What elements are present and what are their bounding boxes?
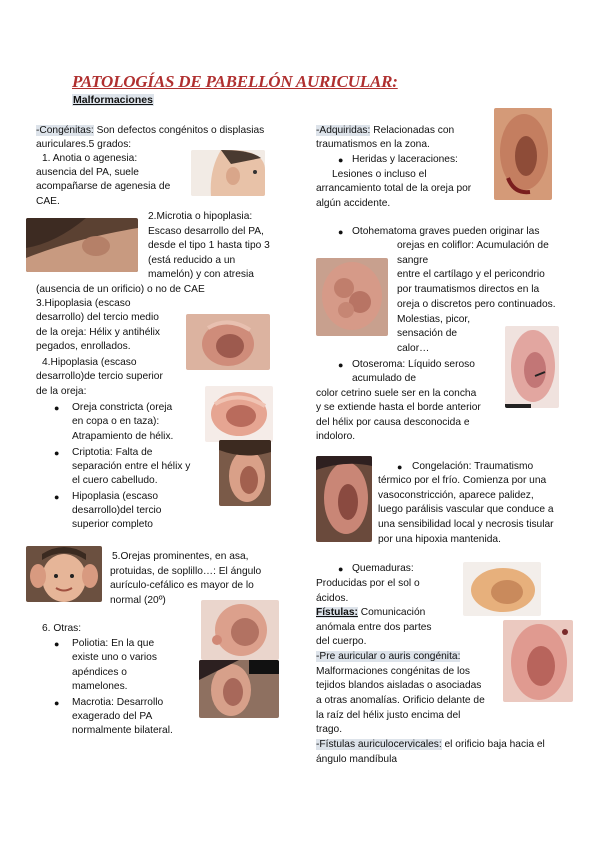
anotia-line: 1. Anotia o agenesia: [42, 153, 138, 164]
microtia-line: (está reducido a un [148, 255, 236, 266]
heridas-line: arrancamiento total de la oreja por [316, 183, 472, 194]
congenitas-line-2: auriculares.5 grados: [36, 139, 132, 150]
otohematoma-line: sangre [397, 255, 429, 266]
bullet-icon: ● [54, 698, 60, 708]
fistulas-line-1: Fístulas: Comunicación [316, 607, 426, 618]
hipoplasia-4-line: 4.Hipoplasia (escaso [42, 357, 137, 368]
child-profile-photo [191, 150, 265, 196]
polyotia-photo [201, 600, 279, 660]
macrotia-line: Macrotia: Desarrollo [72, 697, 164, 708]
otoseroma-line: indoloro. [316, 431, 356, 442]
macrotia-line: exagerado del PA [72, 711, 153, 722]
quemaduras-line: Producidas por el sol o [316, 578, 420, 589]
otohematoma-line: sensación de [397, 328, 458, 339]
burn-ear-photo [463, 562, 541, 616]
adquiridas-line-1: -Adquiridas: Relacionadas con [316, 125, 455, 136]
preauricular-line: Malformaciones congénitas de los [316, 666, 471, 677]
preauricular-heading: -Pre auricular o auris congénita: [316, 651, 461, 662]
quemaduras-line: ácidos. [316, 593, 349, 604]
otras-heading: 6. Otras: [42, 623, 82, 634]
poliotia-line: mamelones. [72, 681, 128, 692]
otohematoma-line: orejas en coliflor: Acumulación de [397, 240, 549, 251]
congenitas-line-1: -Congénitas: Son defectos congénitos o displasias [36, 125, 265, 136]
otoseroma-line: color cetrino suele ser en la concha [316, 388, 477, 399]
preauricular-line: trago. [316, 724, 343, 735]
anotia-line: CAE. [36, 196, 60, 207]
preauricular-line: la raíz del hélix justo encima del [316, 710, 461, 721]
fistulas-line: anómala entre dos partes [316, 622, 432, 633]
oreja-constricta-line: en copa o en taza): [72, 416, 160, 427]
hipoplasia-3-line: desarrollo) del tercio medio [36, 312, 159, 323]
hipoplasia-4-line: de la oreja: [36, 386, 87, 397]
page-title: PATOLOGÍAS DE PABELLÓN AURICULAR: [72, 72, 398, 91]
bullet-icon: ● [338, 564, 344, 574]
otohematoma-line: entre el cartílago y el pericondrio [397, 269, 545, 280]
anotia-line: acompañarse de agenesia de [36, 181, 171, 192]
hipoplasia-superior-line: Hipoplasia (escaso [72, 491, 159, 502]
bullet-icon: ● [338, 227, 344, 237]
macrotia-line: normalmente bilateral. [72, 725, 173, 736]
anotia-line: ausencia del PA, suele [36, 167, 139, 178]
otoseroma-photo [505, 326, 559, 408]
hipoplasia-3-line: de la oreja: Hélix y antihélix [36, 327, 161, 338]
otohematoma-line: calor… [397, 343, 430, 354]
microtia-line: desde el tipo 1 hasta tipo 3 [148, 240, 270, 251]
heridas-line: algún accidente. [316, 198, 391, 209]
microtia-line: 2.Microtia o hipoplasia: [148, 211, 253, 222]
oreja-constricta-line: Oreja constricta (oreja [72, 402, 173, 413]
macrotia-photo [199, 660, 279, 718]
hipoplasia-3-line: pegados, enrollados. [36, 341, 131, 352]
prominentes-line: aurículo-cefálico es mayor de lo [110, 580, 254, 591]
section-subtitle: Malformaciones [73, 94, 153, 106]
hypoplasia-ear-photo [186, 314, 270, 370]
otohematoma-line: Otohematoma graves pueden originar las [352, 226, 540, 237]
frostbite-ear-photo [316, 456, 372, 542]
prominent-ears-child-photo [26, 546, 102, 602]
bullet-icon: ● [54, 448, 60, 458]
hipoplasia-4-line: desarrollo)de tercio superior [36, 371, 163, 382]
criptotia-line: Criptotia: Falta de [72, 447, 153, 458]
poliotia-line: Poliotia: En la que [72, 638, 155, 649]
heridas-line: Heridas y laceraciones: [352, 154, 458, 165]
adquiridas-line-2: traumatismos en la zona. [316, 139, 430, 150]
laceration-ear-photo [494, 108, 552, 200]
cervicales-line-1: -Fístulas auriculocervicales: el orificio baja hacia el [316, 739, 545, 750]
hipoplasia-superior-line: superior completo [72, 519, 153, 530]
otoseroma-line: del hélix por causa desconocida e [316, 417, 470, 428]
congenitas-label: -Congénitas: [36, 125, 94, 136]
congelacion-line: una sensibilidad local y necrosis tisular [378, 519, 554, 530]
microtia-photo [26, 218, 138, 272]
hipoplasia-3-line: 3.Hipoplasia (escaso [36, 298, 131, 309]
cervicales-line-2: ángulo mandíbula [316, 754, 397, 765]
criptotia-line: separación entre el hélix y [72, 461, 191, 472]
cervicales-label: -Fístulas auriculocervicales: [316, 739, 442, 750]
prominentes-line: protuidas, de soplillo…: El ángulo [110, 566, 262, 577]
microtia-line: mamelón) y con atresia [148, 269, 254, 280]
otohematoma-line: por traumatismos directos en la [397, 284, 540, 295]
microtia-line: (ausencia de un orificio) o no de CAE [36, 284, 205, 295]
cauliflower-ear-photo [316, 258, 388, 336]
otohematoma-line: oreja o discretos pero continuados. [397, 299, 556, 310]
bullet-icon: ● [54, 639, 60, 649]
otohematoma-line: Molestias, picor, [397, 314, 471, 325]
congelacion-line: Congelación: Traumatismo [412, 461, 534, 472]
bullet-icon: ● [338, 360, 344, 370]
bullet-icon: ● [338, 155, 344, 165]
prominentes-line: 5.Orejas prominentes, en asa, [112, 551, 249, 562]
cup-ear-photo [205, 386, 273, 442]
bullet-icon: ● [54, 403, 60, 413]
criptotia-line: el cuero cabelludo. [72, 475, 158, 486]
congelacion-line: por una hipoxia mantenida. [378, 534, 501, 545]
heridas-line: Lesiones o incluso el [332, 169, 427, 180]
preauricular-line: a otras anomalías. Orificio delante de [316, 695, 485, 706]
adquiridas-label: -Adquiridas: [316, 125, 371, 136]
poliotia-line: existe uno o varios [72, 652, 157, 663]
fistulas-label: Fístulas: [316, 607, 358, 618]
prominentes-line: normal (20º) [110, 595, 166, 606]
bullet-icon: ● [397, 462, 403, 472]
congelacion-line: vasoconstricción, aparece palidez, [378, 490, 534, 501]
poliotia-line: apéndices o [72, 667, 127, 678]
oreja-constricta-line: Atrapamiento de hélix. [72, 431, 174, 442]
congelacion-line: luego parálisis vascular que conduce a [378, 504, 554, 515]
fistula-ear-photo [503, 620, 573, 702]
otoseroma-line: Otoseroma: Líquido seroso [352, 359, 475, 370]
otoseroma-line: y se extiende hasta el borde anterior [316, 402, 481, 413]
quemaduras-line: Quemaduras: [352, 563, 414, 574]
microtia-line: Escaso desarrollo del PA, [148, 226, 264, 237]
preauricular-line: tejidos blandos aisladas o asociadas [316, 680, 482, 691]
cryptotia-photo [219, 440, 271, 506]
fistulas-line: del cuerpo. [316, 636, 367, 647]
bullet-icon: ● [54, 492, 60, 502]
hipoplasia-superior-line: desarrollo)del tercio [72, 505, 162, 516]
congelacion-line: térmico por el frío. Comienza por una [378, 475, 547, 486]
otoseroma-line: acumulado de [352, 373, 417, 384]
